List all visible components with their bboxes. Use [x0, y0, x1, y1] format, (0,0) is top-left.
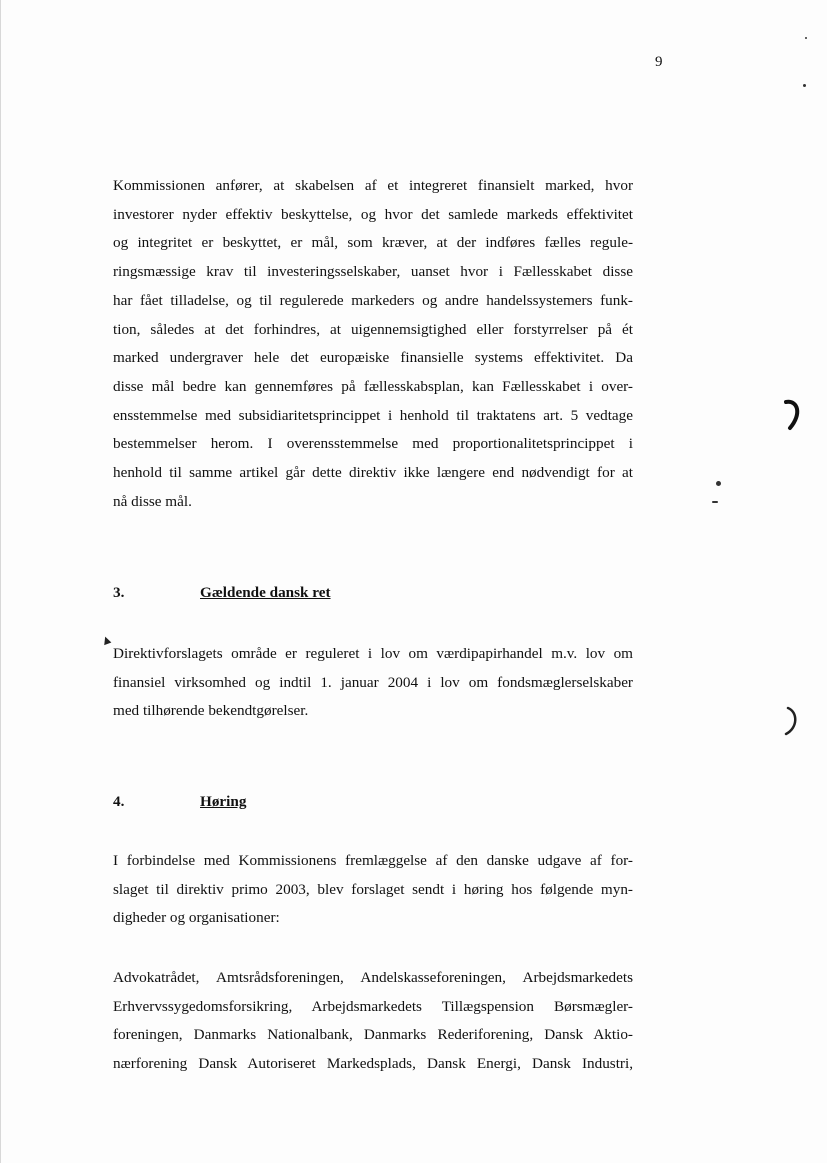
page-number: 9 [655, 54, 663, 70]
text-line: Advokatrådet, Amtsrådsforeningen, Andelskasseforeningen, Arbejdsmarkedets [113, 969, 633, 986]
text-line: nærforening Dansk Autoriseret Markedsplads, Dansk Energi, Dansk Industri, [113, 1055, 633, 1073]
scan-dot [803, 84, 806, 87]
text-line: nå disse mål. [113, 492, 192, 510]
section-3-number: 3. [113, 584, 125, 601]
text-line: og integritet er beskyttet, er mål, som kræver, at der indføres fælles regule- [113, 234, 633, 252]
section-4-number: 4. [113, 793, 125, 810]
scan-mark: ▲ [97, 630, 115, 649]
scan-dot [716, 481, 721, 486]
binder-hole-mark-bottom [782, 704, 806, 738]
text-line: ringsmæssige krav til investeringsselskaber, uanset hvor i Fællesskabet disse [113, 263, 633, 281]
text-line: Erhvervssygedomsforsikring, Arbejdsmarkedets Tillægspension Børsmægler- [113, 997, 633, 1015]
paragraph-consultation [113, 847, 633, 933]
scan-edge-line [0, 0, 1, 1163]
text-line: I forbindelse med Kommissionens fremlæggelse af den danske udgave af for- [113, 852, 633, 869]
text-line: disse mål bedre kan gennemføres på fællesskabsplan, kan Fællesskabet i over- [113, 377, 633, 395]
text-line: Direktivforslagets område er reguleret i lov om værdipapirhandel m.v. lov om [113, 645, 633, 662]
scan-dash [712, 501, 718, 503]
text-line: ensstemmelse med subsidiaritetsprincippet i henhold til traktatens art. 5 vedtage [113, 406, 633, 424]
paragraph-commission-objectives [113, 172, 633, 516]
text-line: henhold til samme artikel går dette direktiv ikke længere end nødvendigt for at [113, 464, 633, 482]
scan-dot [805, 37, 807, 39]
paragraph-consultees-list [113, 964, 633, 1079]
text-line: Kommissionen anfører, at skabelsen af et integreret finansielt marked, hvor [113, 177, 633, 194]
text-line: har fået tilladelse, og til regulerede markeders og andre handelssystemers funk- [113, 291, 633, 309]
text-line: bestemmelser herom. I overensstemmelse med proportionalitetsprincippet i [113, 435, 633, 453]
text-line: med tilhørende bekendtgørelser. [113, 702, 309, 720]
text-line: investorer nyder effektiv beskyttelse, og hvor det samlede markeds effektivitet [113, 205, 633, 223]
text-line: tion, således at det forhindres, at uigennemsigtighed eller forstyrrelser på ét [113, 320, 633, 338]
section-4-title: Høring [200, 793, 247, 810]
text-line: slaget til direktiv primo 2003, blev forslaget sendt i høring hos følgende myn- [113, 880, 633, 898]
text-line: foreningen, Danmarks Nationalbank, Danmarks Rederiforening, Dansk Aktio- [113, 1026, 633, 1044]
text-line: marked undergraver hele det europæiske finansielle systems effektivitet. Da [113, 349, 633, 367]
text-line: finansiel virksomhed og indtil 1. januar 2004 i lov om fondsmæglerselskaber [113, 673, 633, 691]
binder-hole-mark-top [780, 398, 806, 432]
text-line: digheder og organisationer: [113, 909, 280, 927]
paragraph-current-danish-law [113, 640, 633, 726]
section-3-title: Gældende dansk ret [200, 584, 331, 601]
